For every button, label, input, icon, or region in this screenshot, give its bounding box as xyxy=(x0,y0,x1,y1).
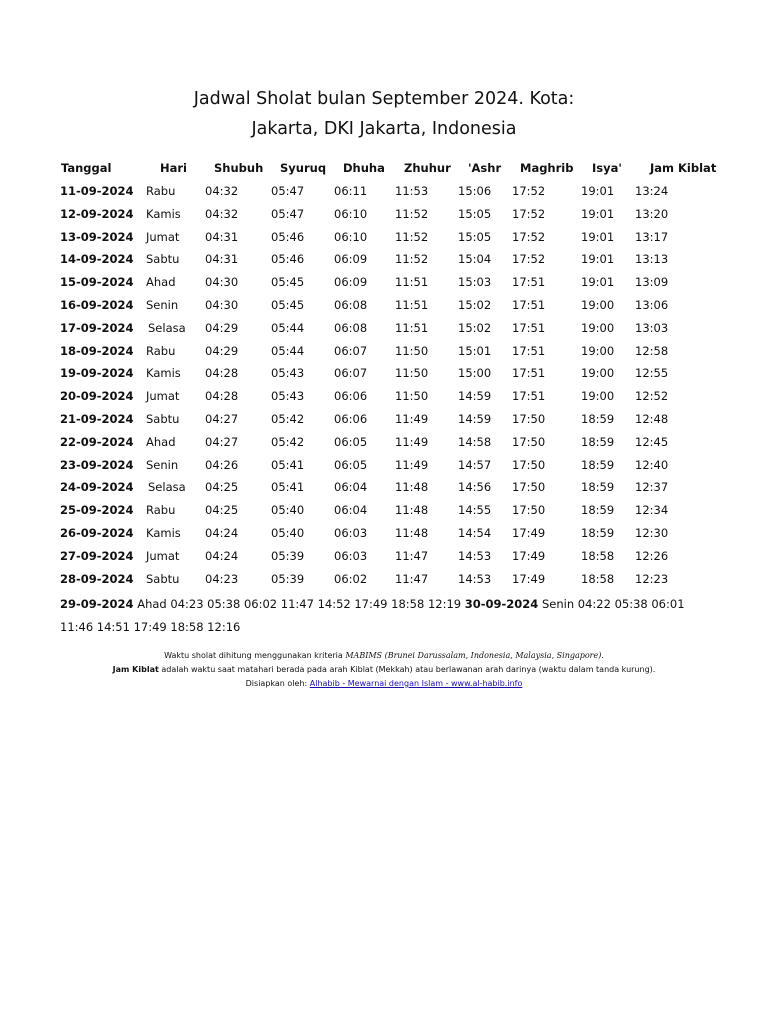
cell-isya: 18:59 xyxy=(581,457,615,472)
cell-jam-kiblat: 12:58 xyxy=(635,343,669,358)
cell-maghrib: 17:50 xyxy=(512,457,546,472)
cell-zhuhur: 11:51 xyxy=(395,275,429,290)
cell-syuruq: 05:41 xyxy=(271,457,305,472)
cell-date: 12-09-2024 xyxy=(60,206,134,221)
note-criteria xyxy=(0,651,768,660)
cell-dhuha: 06:04 xyxy=(334,503,368,518)
cell-date: 26-09-2024 xyxy=(60,526,134,540)
note-kiblat-label: Jam Kiblat xyxy=(112,665,159,674)
cell-syuruq: 05:40 xyxy=(271,526,305,540)
cell-syuruq: 05:44 xyxy=(271,343,305,358)
cell-shubuh: 04:30 xyxy=(205,275,239,290)
cell-date: 18-09-2024 xyxy=(60,343,134,358)
cell-ashr: 15:06 xyxy=(458,184,492,198)
cell-shubuh: 04:25 xyxy=(205,480,239,495)
table-row xyxy=(0,321,768,341)
cell-day: Ahad xyxy=(146,275,176,290)
cell-syuruq: 05:42 xyxy=(271,412,305,426)
cell-day: Selasa xyxy=(148,320,186,335)
cell-isya: 18:58 xyxy=(581,571,615,586)
cell-dhuha: 06:10 xyxy=(334,206,368,221)
cell-dhuha: 06:04 xyxy=(334,480,368,495)
cell-shubuh: 04:29 xyxy=(205,320,239,335)
cell-jam-kiblat: 13:03 xyxy=(635,320,669,335)
cell-maghrib: 17:52 xyxy=(512,252,546,267)
cell-day: Jumat xyxy=(146,548,180,563)
cell-ashr: 14:53 xyxy=(458,548,492,563)
cell-zhuhur: 11:49 xyxy=(395,434,429,449)
row-29: Ahad 04:23 05:38 06:02 11:47 14:52 17:49 18:58 12:19 xyxy=(133,597,465,611)
cell-maghrib: 17:50 xyxy=(512,503,546,518)
table-row xyxy=(0,230,768,250)
cell-ashr: 15:05 xyxy=(458,206,492,221)
cell-syuruq: 05:40 xyxy=(271,503,305,518)
cell-maghrib: 17:51 xyxy=(512,366,546,381)
table-row xyxy=(0,298,768,318)
header-syuruq: Syuruq xyxy=(280,161,327,175)
cell-dhuha: 06:02 xyxy=(334,571,368,586)
date-29: 29-09-2024 xyxy=(60,597,134,611)
cell-maghrib: 17:50 xyxy=(512,480,546,495)
cell-maghrib: 17:51 xyxy=(512,389,546,404)
cell-date: 14-09-2024 xyxy=(60,252,134,267)
cell-ashr: 15:00 xyxy=(458,366,492,381)
cell-isya: 19:01 xyxy=(581,275,615,290)
table-row xyxy=(0,366,768,386)
cell-jam-kiblat: 12:45 xyxy=(635,434,669,449)
cell-dhuha: 06:07 xyxy=(334,343,368,358)
cell-isya: 18:58 xyxy=(581,548,615,563)
cell-ashr: 14:56 xyxy=(458,480,492,495)
cell-syuruq: 05:47 xyxy=(271,184,305,198)
cell-isya: 19:00 xyxy=(581,366,615,381)
table-row xyxy=(0,412,768,432)
cell-day: Sabtu xyxy=(146,412,180,426)
table-row xyxy=(0,252,768,272)
table-row xyxy=(0,389,768,409)
cell-shubuh: 04:27 xyxy=(205,434,239,449)
cell-jam-kiblat: 12:23 xyxy=(635,571,669,586)
cell-syuruq: 05:39 xyxy=(271,571,305,586)
cell-ashr: 14:53 xyxy=(458,571,492,586)
table-row xyxy=(0,503,768,523)
note-prepared-text: Disiapkan oleh: xyxy=(245,679,310,688)
header-jam-kiblat: Jam Kiblat xyxy=(650,161,717,175)
cell-jam-kiblat: 12:40 xyxy=(635,457,669,472)
cell-isya: 19:01 xyxy=(581,252,615,267)
cell-jam-kiblat: 13:20 xyxy=(635,206,669,221)
table-row xyxy=(0,344,768,364)
cell-jam-kiblat: 12:52 xyxy=(635,389,669,404)
cell-dhuha: 06:07 xyxy=(334,366,368,381)
cell-syuruq: 05:42 xyxy=(271,434,305,449)
cell-maghrib: 17:51 xyxy=(512,275,546,290)
header-dhuha: Dhuha xyxy=(343,161,385,175)
cell-dhuha: 06:05 xyxy=(334,434,368,449)
cell-zhuhur: 11:51 xyxy=(395,320,429,335)
table-row xyxy=(0,207,768,227)
table-row xyxy=(0,549,768,569)
cell-shubuh: 04:32 xyxy=(205,184,239,198)
cell-shubuh: 04:28 xyxy=(205,389,239,404)
cell-date: 28-09-2024 xyxy=(60,571,134,586)
table-row xyxy=(0,572,768,592)
cell-shubuh: 04:24 xyxy=(205,526,239,540)
cell-syuruq: 05:47 xyxy=(271,206,305,221)
cell-jam-kiblat: 12:37 xyxy=(635,480,669,495)
cell-dhuha: 06:06 xyxy=(334,389,368,404)
cell-dhuha: 06:09 xyxy=(334,252,368,267)
header-day: Hari xyxy=(160,161,187,175)
cell-maghrib: 17:51 xyxy=(512,320,546,335)
note-criteria-em: MABIMS (Brunei Darussalam, Indonesia, Malaysia, Singapore). xyxy=(345,651,604,660)
cell-ashr: 15:02 xyxy=(458,320,492,335)
cell-isya: 18:59 xyxy=(581,480,615,495)
cell-ashr: 15:03 xyxy=(458,275,492,290)
cell-day: Sabtu xyxy=(146,252,180,267)
cell-day: Rabu xyxy=(146,503,176,518)
cell-dhuha: 06:06 xyxy=(334,412,368,426)
cell-dhuha: 06:05 xyxy=(334,457,368,472)
cell-isya: 18:59 xyxy=(581,434,615,449)
cell-maghrib: 17:52 xyxy=(512,184,546,198)
cell-day: Kamis xyxy=(146,206,181,221)
cell-isya: 18:59 xyxy=(581,412,615,426)
cell-ashr: 14:55 xyxy=(458,503,492,518)
cell-shubuh: 04:25 xyxy=(205,503,239,518)
table-row xyxy=(0,526,768,546)
cell-shubuh: 04:27 xyxy=(205,412,239,426)
cell-syuruq: 05:46 xyxy=(271,229,305,244)
cell-maghrib: 17:52 xyxy=(512,229,546,244)
cell-maghrib: 17:50 xyxy=(512,434,546,449)
cell-jam-kiblat: 12:55 xyxy=(635,366,669,381)
cell-jam-kiblat: 13:24 xyxy=(635,184,669,198)
cell-maghrib: 17:49 xyxy=(512,571,546,586)
cell-maghrib: 17:50 xyxy=(512,412,546,426)
cell-date: 11-09-2024 xyxy=(60,184,134,198)
cell-jam-kiblat: 13:09 xyxy=(635,275,669,290)
table-row xyxy=(0,458,768,478)
cell-zhuhur: 11:53 xyxy=(395,184,429,198)
cell-jam-kiblat: 12:26 xyxy=(635,548,669,563)
cell-zhuhur: 11:47 xyxy=(395,548,429,563)
cell-maghrib: 17:51 xyxy=(512,343,546,358)
note-kiblat xyxy=(0,665,768,674)
cell-shubuh: 04:31 xyxy=(205,252,239,267)
cell-isya: 18:59 xyxy=(581,526,615,540)
cell-zhuhur: 11:49 xyxy=(395,457,429,472)
cell-shubuh: 04:30 xyxy=(205,298,239,312)
note-criteria-text: Waktu sholat dihitung menggunakan kriteria xyxy=(164,651,346,660)
cell-isya: 19:01 xyxy=(581,206,615,221)
cell-ashr: 15:05 xyxy=(458,229,492,244)
cell-syuruq: 05:41 xyxy=(271,480,305,495)
cell-dhuha: 06:08 xyxy=(334,298,368,312)
cell-date: 22-09-2024 xyxy=(60,434,134,449)
cell-zhuhur: 11:52 xyxy=(395,252,429,267)
cell-day: Selasa xyxy=(148,480,186,495)
header-zhuhur: Zhuhur xyxy=(404,161,451,175)
cell-shubuh: 04:29 xyxy=(205,343,239,358)
cell-zhuhur: 11:48 xyxy=(395,480,429,495)
cell-syuruq: 05:43 xyxy=(271,366,305,381)
header-isya: Isya' xyxy=(592,161,622,175)
header-shubuh: Shubuh xyxy=(214,161,264,175)
cell-date: 15-09-2024 xyxy=(60,275,134,290)
cell-maghrib: 17:52 xyxy=(512,206,546,221)
wrapped-rows xyxy=(60,593,710,638)
cell-isya: 19:00 xyxy=(581,343,615,358)
cell-ashr: 14:54 xyxy=(458,526,492,540)
cell-isya: 19:00 xyxy=(581,389,615,404)
cell-jam-kiblat: 13:17 xyxy=(635,229,669,244)
cell-date: 27-09-2024 xyxy=(60,548,134,563)
cell-dhuha: 06:11 xyxy=(334,184,368,198)
cell-date: 16-09-2024 xyxy=(60,298,134,312)
page-title-line1: Jadwal Sholat bulan September 2024. Kota: xyxy=(193,89,575,109)
cell-day: Rabu xyxy=(146,343,176,358)
table-row xyxy=(0,435,768,455)
cell-shubuh: 04:31 xyxy=(205,229,239,244)
cell-syuruq: 05:45 xyxy=(271,275,305,290)
cell-syuruq: 05:45 xyxy=(271,298,305,312)
cell-day: Senin xyxy=(146,457,179,472)
cell-jam-kiblat: 12:48 xyxy=(635,412,669,426)
table-row xyxy=(0,480,768,500)
cell-isya: 19:01 xyxy=(581,184,615,198)
cell-maghrib: 17:49 xyxy=(512,526,546,540)
cell-zhuhur: 11:50 xyxy=(395,389,429,404)
cell-ashr: 15:02 xyxy=(458,298,492,312)
cell-day: Rabu xyxy=(146,184,176,198)
source-link[interactable]: Alhabib - Mewarnai dengan Islam - www.al-habib.info xyxy=(309,679,523,688)
cell-dhuha: 06:03 xyxy=(334,548,368,563)
cell-isya: 19:00 xyxy=(581,298,615,312)
cell-day: Kamis xyxy=(146,366,181,381)
table-row xyxy=(0,184,768,204)
cell-date: 23-09-2024 xyxy=(60,457,134,472)
cell-maghrib: 17:51 xyxy=(512,298,546,312)
header-maghrib: Maghrib xyxy=(520,161,574,175)
cell-syuruq: 05:43 xyxy=(271,389,305,404)
cell-isya: 18:59 xyxy=(581,503,615,518)
cell-ashr: 14:59 xyxy=(458,412,492,426)
row-30: Senin 04:22 05:38 06:01 11:46 14:51 17:49 18:58 12:16 xyxy=(60,597,685,634)
note-kiblat-text: adalah waktu saat matahari berada pada arah Kiblat (Mekkah) atau berlawanan arah darinya (waktu dalam tanda kurung). xyxy=(158,665,656,674)
cell-zhuhur: 11:50 xyxy=(395,366,429,381)
cell-jam-kiblat: 13:13 xyxy=(635,252,669,267)
cell-day: Senin xyxy=(146,298,179,312)
cell-zhuhur: 11:48 xyxy=(395,503,429,518)
cell-date: 21-09-2024 xyxy=(60,412,134,426)
cell-date: 24-09-2024 xyxy=(60,480,134,495)
cell-jam-kiblat: 12:34 xyxy=(635,503,669,518)
cell-day: Sabtu xyxy=(146,571,180,586)
cell-date: 19-09-2024 xyxy=(60,366,134,381)
date-30: 30-09-2024 xyxy=(464,597,539,611)
cell-zhuhur: 11:47 xyxy=(395,571,429,586)
table-row xyxy=(0,275,768,295)
cell-ashr: 14:58 xyxy=(458,434,492,449)
cell-date: 25-09-2024 xyxy=(60,503,134,518)
cell-ashr: 15:01 xyxy=(458,343,492,358)
cell-shubuh: 04:24 xyxy=(205,548,239,563)
cell-zhuhur: 11:52 xyxy=(395,229,429,244)
header-ashr: 'Ashr xyxy=(468,161,502,175)
cell-shubuh: 04:26 xyxy=(205,457,239,472)
cell-shubuh: 04:32 xyxy=(205,206,239,221)
cell-zhuhur: 11:49 xyxy=(395,412,429,426)
note-prepared xyxy=(0,679,768,688)
cell-syuruq: 05:46 xyxy=(271,252,305,267)
cell-isya: 19:00 xyxy=(581,320,615,335)
header-date: Tanggal xyxy=(61,161,112,175)
cell-ashr: 14:59 xyxy=(458,389,492,404)
cell-syuruq: 05:44 xyxy=(271,320,305,335)
cell-date: 17-09-2024 xyxy=(60,320,134,335)
cell-day: Ahad xyxy=(146,434,176,449)
cell-ashr: 15:04 xyxy=(458,252,492,267)
cell-day: Jumat xyxy=(146,389,180,404)
cell-shubuh: 04:28 xyxy=(205,366,239,381)
cell-dhuha: 06:10 xyxy=(334,229,368,244)
cell-dhuha: 06:08 xyxy=(334,320,368,335)
cell-zhuhur: 11:50 xyxy=(395,343,429,358)
cell-dhuha: 06:09 xyxy=(334,275,368,290)
cell-zhuhur: 11:52 xyxy=(395,206,429,221)
cell-jam-kiblat: 13:06 xyxy=(635,298,669,312)
cell-shubuh: 04:23 xyxy=(205,571,239,586)
cell-date: 20-09-2024 xyxy=(60,389,134,404)
cell-jam-kiblat: 12:30 xyxy=(635,526,669,540)
cell-day: Jumat xyxy=(146,229,180,244)
cell-date: 13-09-2024 xyxy=(60,229,134,244)
cell-day: Kamis xyxy=(146,526,181,540)
cell-zhuhur: 11:51 xyxy=(395,298,429,312)
cell-isya: 19:01 xyxy=(581,229,615,244)
cell-dhuha: 06:03 xyxy=(334,526,368,540)
page-title-line2: Jakarta, DKI Jakarta, Indonesia xyxy=(251,119,517,139)
cell-ashr: 14:57 xyxy=(458,457,492,472)
cell-maghrib: 17:49 xyxy=(512,548,546,563)
cell-syuruq: 05:39 xyxy=(271,548,305,563)
cell-zhuhur: 11:48 xyxy=(395,526,429,540)
